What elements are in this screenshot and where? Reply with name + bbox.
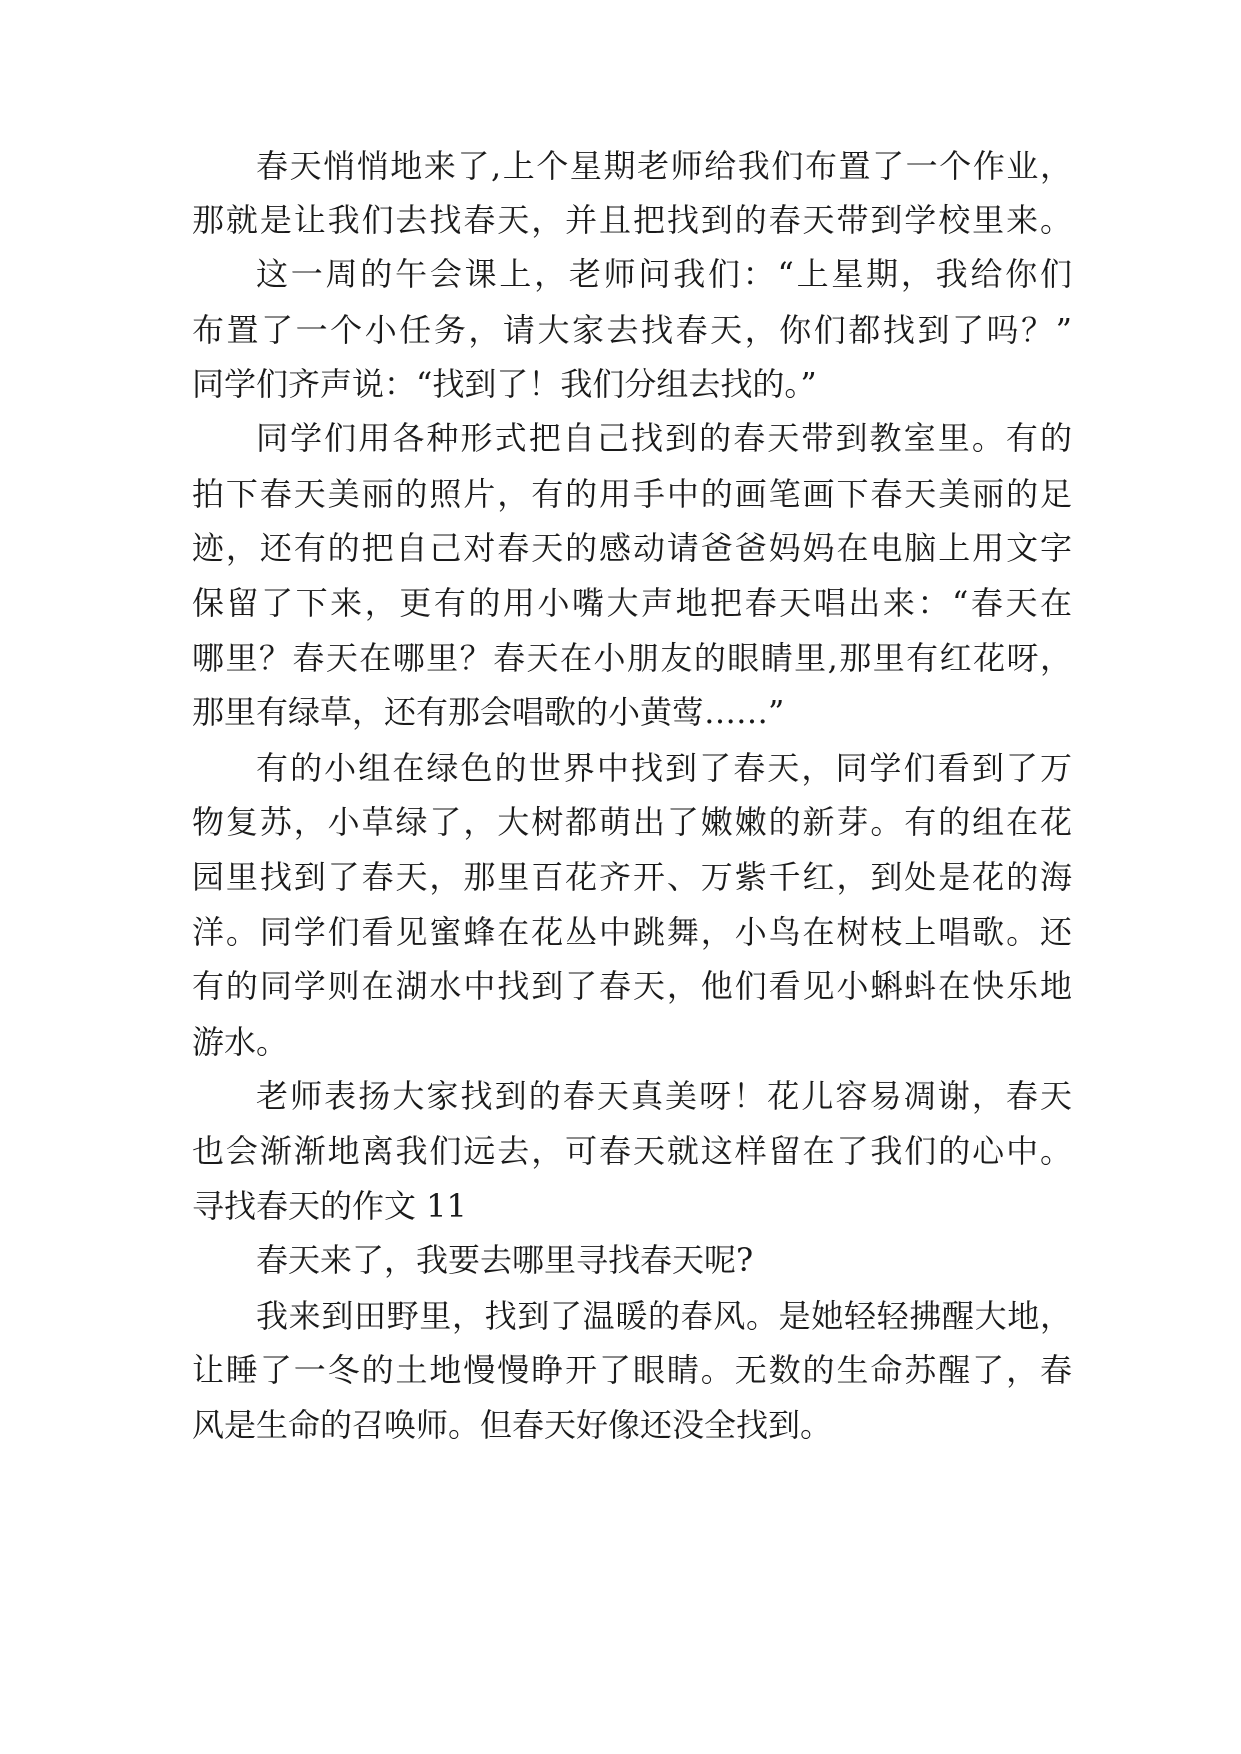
text-line: 哪里？春天在哪里？春天在小朋友的眼睛里,那里有红花呀， (192, 639, 1072, 677)
text-line: 我来到田野里，找到了温暖的春风。是她轻轻拂醒大地， (256, 1297, 1072, 1335)
text-line: 拍下春天美丽的照片，有的用手中的画笔画下春天美丽的足 (192, 475, 1072, 513)
text-line: 保留了下来，更有的用小嘴大声地把春天唱出来：“春天在 (192, 584, 1072, 622)
text-line: 园里找到了春天，那里百花齐开、万紫千红，到处是花的海 (192, 858, 1072, 896)
text-line: 那里有绿草，还有那会唱歌的小黄莺……” (192, 693, 785, 731)
text-line: 物复苏，小草绿了，大树都萌出了嫩嫩的新芽。有的组在花 (192, 803, 1072, 841)
text-line: 布置了一个小任务，请大家去找春天，你们都找到了吗？” (192, 311, 1072, 349)
section-heading: 寻找春天的作文 11 (192, 1187, 467, 1225)
text-line: 洋。同学们看见蜜蜂在花丛中跳舞，小鸟在树枝上唱歌。还 (192, 913, 1072, 951)
text-line: 同学们用各种形式把自己找到的春天带到教室里。有的 (256, 419, 1072, 457)
text-line: 让睡了一冬的土地慢慢睁开了眼睛。无数的生命苏醒了，春 (192, 1351, 1072, 1389)
text-line: 有的小组在绿色的世界中找到了春天，同学们看到了万 (256, 749, 1072, 787)
text-line: 老师表扬大家找到的春天真美呀！花儿容易凋谢，春天 (256, 1077, 1072, 1115)
text-line: 有的同学则在湖水中找到了春天，他们看见小蝌蚪在快乐地 (192, 967, 1072, 1005)
text-line: 也会渐渐地离我们远去，可春天就这样留在了我们的心中。 (192, 1132, 1072, 1170)
text-line: 春天悄悄地来了,上个星期老师给我们布置了一个作业， (256, 147, 1072, 185)
text-line: 同学们齐声说：“找到了！我们分组去找的。” (192, 365, 817, 403)
text-line: 那就是让我们去找春天，并且把找到的春天带到学校里来。 (192, 201, 1072, 239)
text-line: 这一周的午会课上，老师问我们：“上星期，我给你们 (256, 255, 1072, 293)
text-line: 迹，还有的把自己对春天的感动请爸爸妈妈在电脑上用文字 (192, 529, 1072, 567)
text-line: 春天来了，我要去哪里寻找春天呢? (256, 1241, 754, 1279)
text-line: 游水。 (192, 1023, 289, 1061)
text-line: 风是生命的召唤师。但春天好像还没全找到。 (192, 1406, 833, 1444)
